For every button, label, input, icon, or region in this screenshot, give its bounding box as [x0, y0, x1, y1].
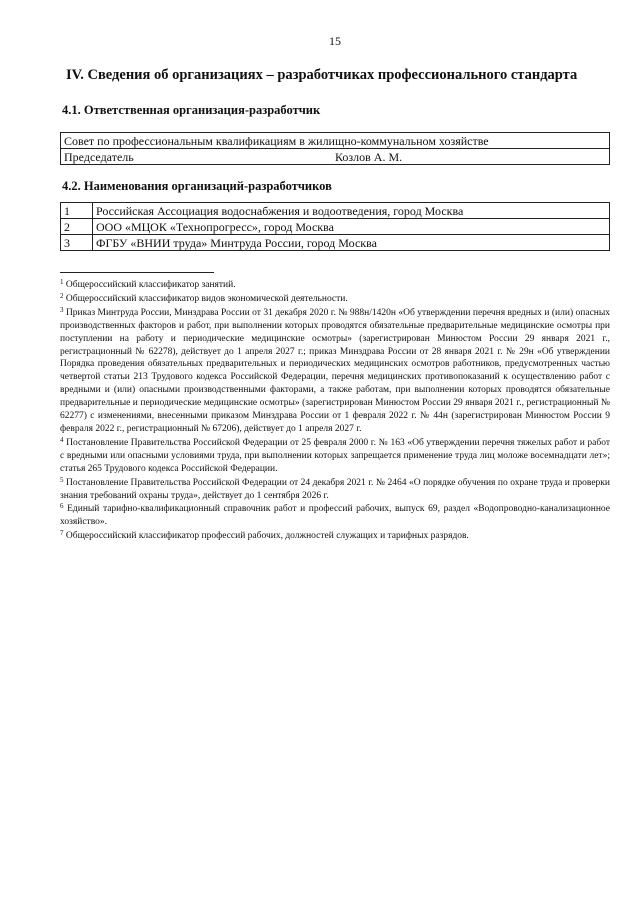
responsible-organization: Совет по профессиональным квалификациям в жилищно-коммунальном хозяйстве	[61, 133, 610, 149]
developer-name: ООО «МЦОК «Технопрогресс», город Москва	[93, 219, 610, 235]
footnote-separator	[60, 272, 214, 273]
footnote-text: Постановление Правительства Российской Федерации от 24 декабря 2021 г. № 2464 «О порядке обучения по охране труда и проверки знания требований охраны труда», действует до 1 сентября 2026 г.	[60, 477, 610, 501]
footnote	[60, 437, 610, 476]
footnote	[60, 293, 610, 306]
footnote-mark: 6	[60, 502, 64, 511]
developer-name: Российская Ассоциация водоснабжения и водоотведения, город Москва	[93, 203, 610, 219]
footnotes	[60, 279, 610, 544]
footnote	[60, 307, 610, 436]
table-row	[61, 235, 610, 251]
footnote-text: Постановление Правительства Российской Федерации от 25 февраля 2000 г. № 163 «Об утверждении перечня тяжелых работ и работ с вредными или опасными условиями труда, при выполнении которых запрещается применение труда лиц моложе восемнадцати лет»; статья 265 Трудового кодекса Российской Федерации.	[60, 437, 611, 474]
footnote	[60, 279, 610, 292]
table-row	[61, 219, 610, 235]
developers-heading: 4.2. Наименования организаций-разработчиков	[62, 179, 332, 193]
responsible-table	[60, 132, 610, 165]
page-number: 15	[329, 34, 341, 48]
developer-name: ФГБУ «ВНИИ труда» Минтруда России, город Москва	[93, 235, 610, 251]
footnote-text: Общероссийский классификатор профессий рабочих, должностей служащих и тарифных разрядов.	[65, 531, 469, 542]
footnote-text: Единый тарифно-квалификационный справочник работ и профессий рабочих, выпуск 69, раздел «Водопроводно-канализационное хозяйство».	[60, 504, 611, 528]
footnote-mark: 5	[60, 475, 64, 484]
row-number: 3	[61, 235, 93, 251]
footnote-mark: 2	[60, 291, 64, 300]
footnote-text: Приказ Минтруда России, Минздрава России от 31 декабря 2020 г. № 988н/1420н «Об утверждении перечня вредных и (или) опасных производственных факторов и работ, при выполнении которых проводятся обязательные предварительные медицинские осмотры при поступлении на работу и периодические медицинские осмотры» (зарегистрирован Минюстом России 29 января 2021 г., регистрационный № 62278), действует до 1 апреля 2027 г.; приказ Минздрава России от 28 января 2021 г. № 29н «Об утверждении Порядка проведения обязательных предварительных и периодических медицинских осмотров работников, предусмотренных частью четвертой статьи 213 Трудового кодекса Российской Федерации, перечня медицинских противопоказаний к осуществлению работ с вредными и (или) опасными производственными факторами, а также работам, при выполнении которых проводятся обязательные предварительные и периодические медицинские осмотры» (зарегистрирован Минюстом России 29 января 2021 г., регистрационный № 62277) с изменениями, внесенными приказом Минздрава России от 1 февраля 2022 г. № 44н (зарегистрирован Минюстом России 9 февраля 2022 г., регистрационный № 67206), действует до 1 апреля 2027 г.	[60, 307, 611, 434]
footnote	[60, 503, 610, 529]
developers-table	[60, 202, 610, 251]
footnote-mark: 7	[60, 529, 64, 538]
responsible-position: Председатель	[61, 149, 333, 165]
footnote-mark: 3	[60, 305, 64, 314]
footnote-text: Общероссийский классификатор видов экономической деятельности.	[65, 293, 348, 304]
responsible-heading: 4.1. Ответственная организация-разработчик	[62, 103, 321, 117]
row-number: 1	[61, 203, 93, 219]
table-row	[61, 149, 610, 165]
table-row	[61, 133, 610, 149]
footnote-mark: 4	[60, 435, 64, 444]
footnote-text: Общероссийский классификатор занятий.	[65, 280, 236, 290]
row-number: 2	[61, 219, 93, 235]
footnote-mark: 1	[60, 278, 64, 286]
footnote	[60, 477, 610, 503]
section-title: IV. Сведения об организациях – разработчиках профессионального стандарта	[66, 67, 578, 83]
table-row	[61, 203, 610, 219]
responsible-person: Козлов А. М.	[332, 149, 610, 165]
footnote	[60, 530, 610, 543]
